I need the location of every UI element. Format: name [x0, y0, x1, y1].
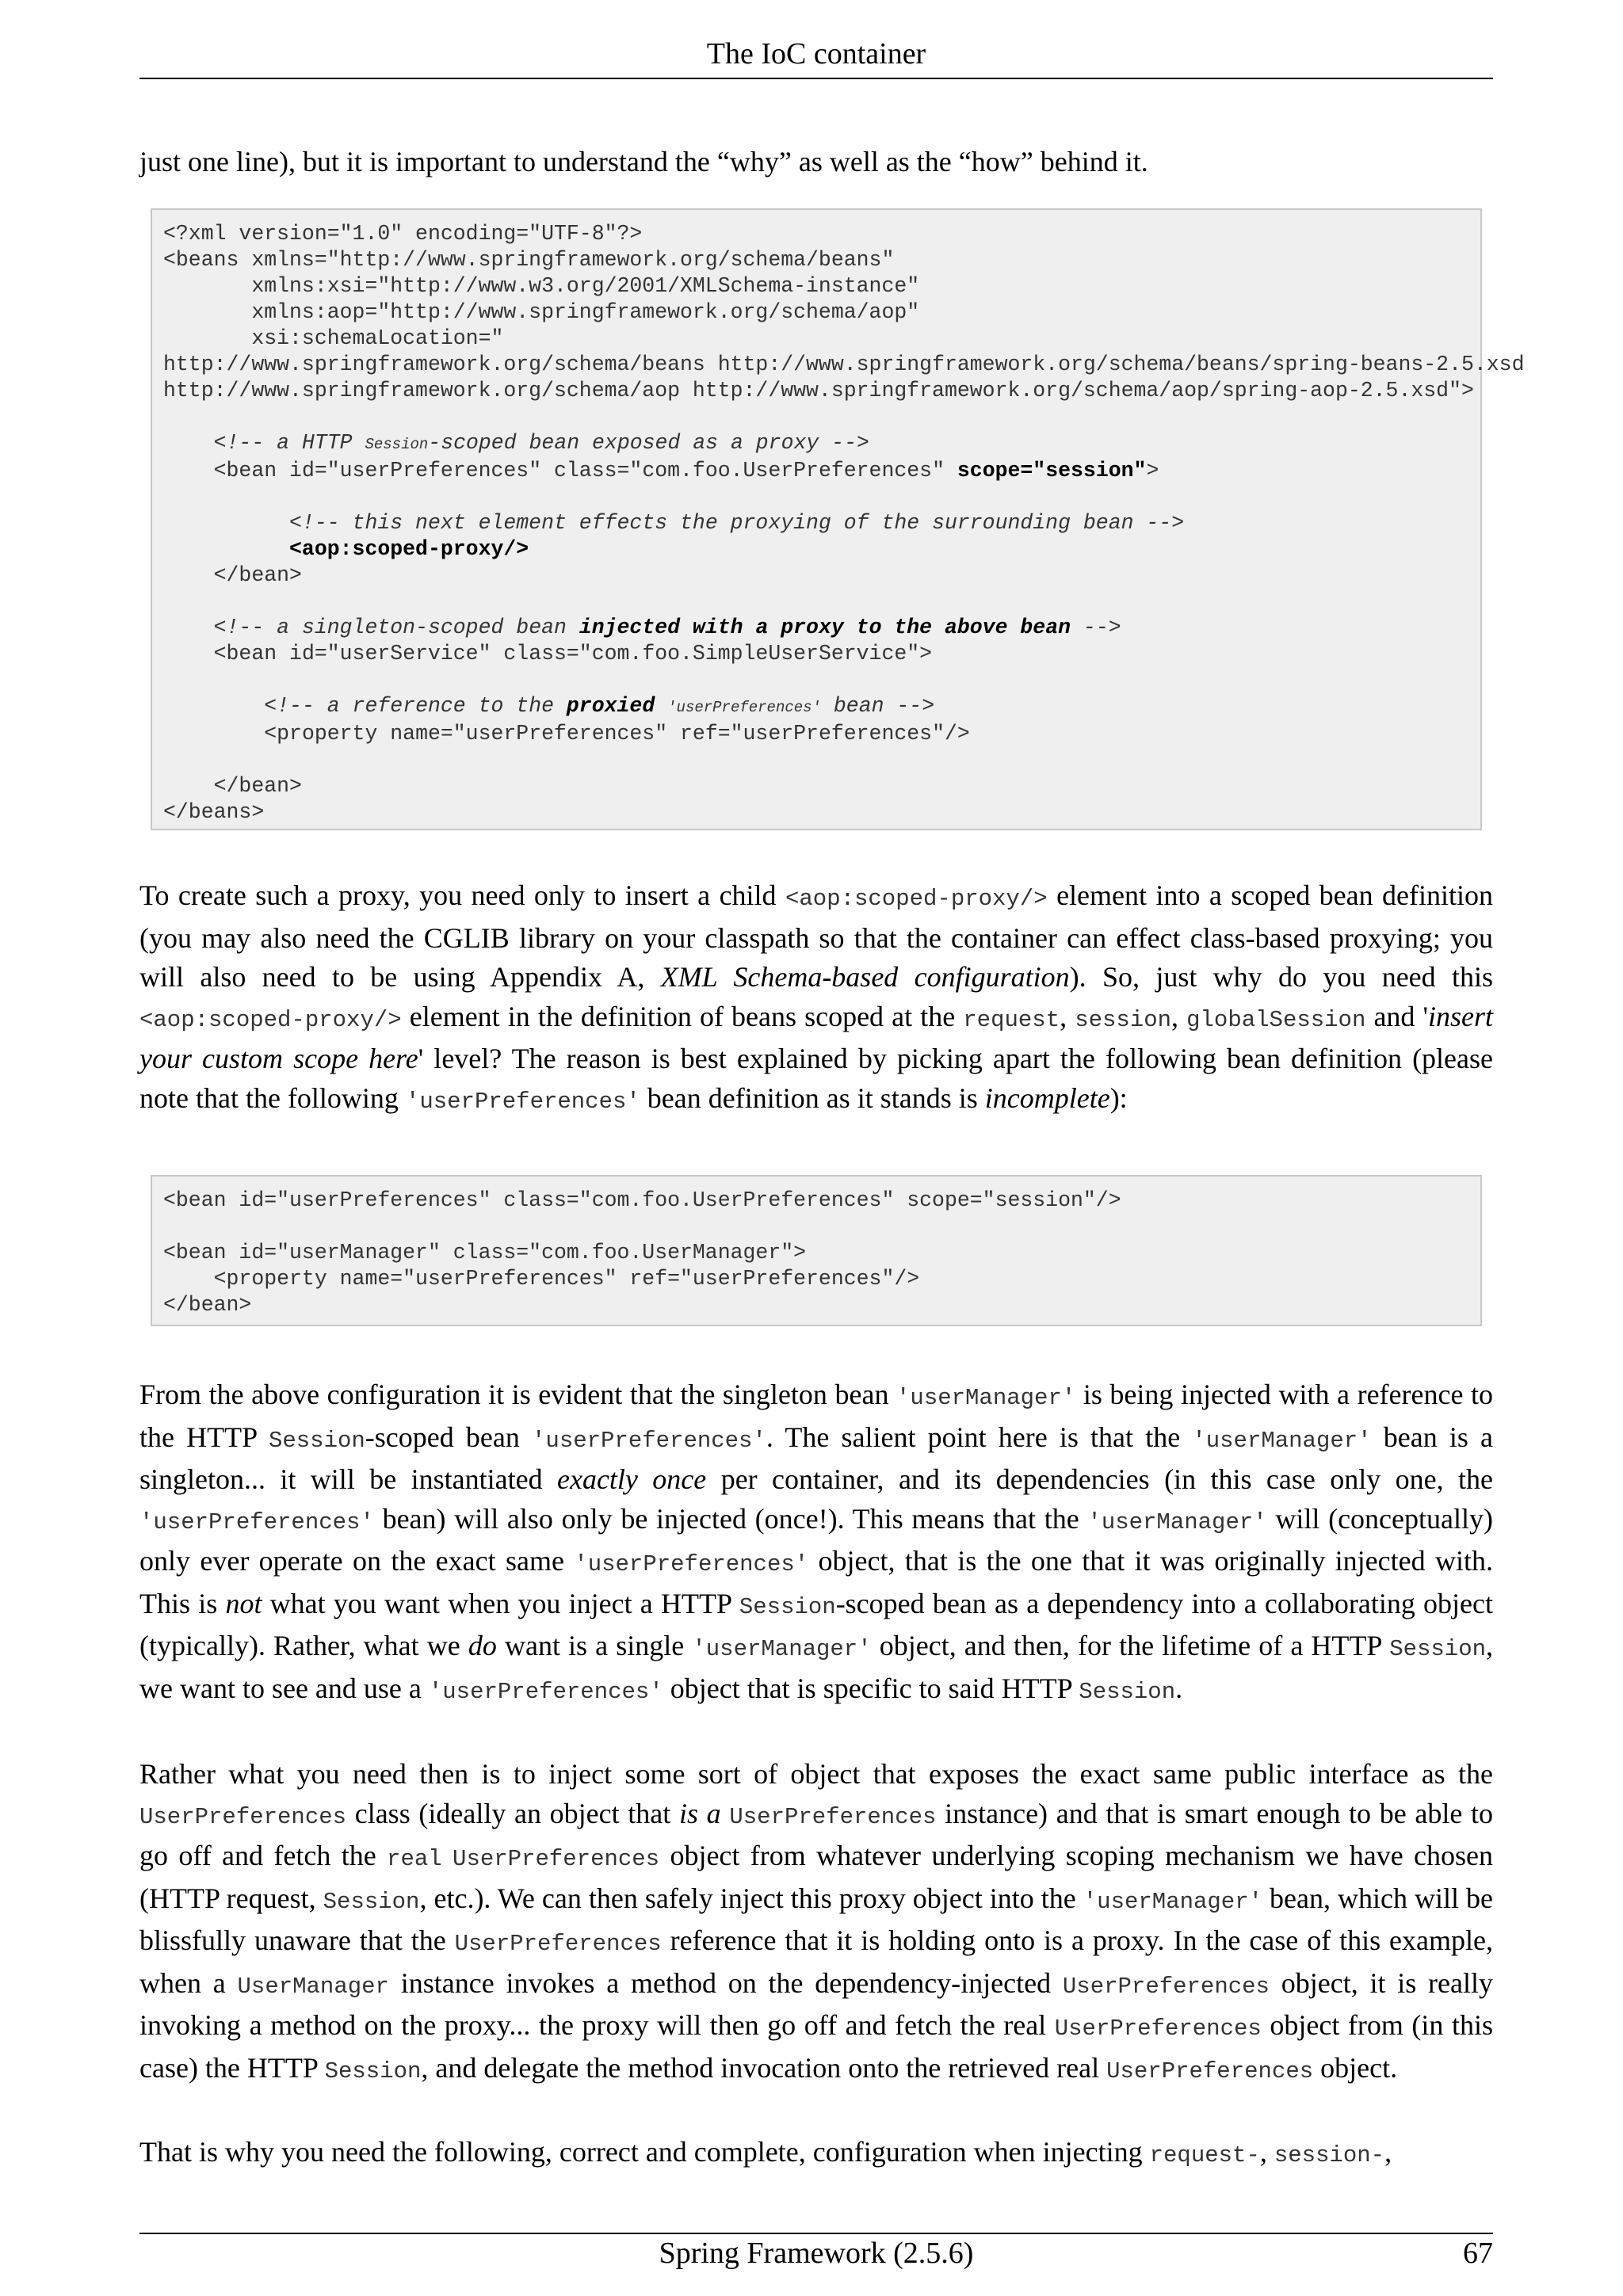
footer-title: Spring Framework (2.5.6) — [659, 2237, 974, 2270]
code-comment — [264, 694, 934, 718]
paragraph-conclusion: That is why you need the following, correct and complete, configuration when injecting request-, session-, — [139, 2136, 1392, 2168]
code-line: <bean id="userManager" class="com.foo.UserManager"> — [163, 1241, 807, 1264]
code-line — [214, 459, 1159, 482]
comment-text: -scoped bean exposed as a proxy --> — [428, 431, 869, 455]
code-block-bean-definition — [151, 1175, 1482, 1326]
comment-bold: proxied — [566, 694, 655, 718]
page-header — [139, 35, 1493, 79]
comment-code: 'userPreferences' — [667, 699, 821, 716]
code-bold: <aop:scoped-proxy/> — [289, 537, 529, 561]
intro-paragraph: just one line), but it is important to understand the “why” as well as the “how” behind it. — [139, 146, 1148, 177]
code-text: <bean id="userPreferences" class="com.foo.UserPreferences" — [213, 459, 957, 482]
code-line: http://www.springframework.org/schema/aop http://www.springframework.org/schema/aop/spring-aop-2.5.xsd"> — [163, 379, 1474, 402]
code-line: <property name="userPreferences" ref="userPreferences"/> — [163, 1267, 920, 1291]
code-comment: <!-- this next element effects the proxying of the surrounding bean --> — [289, 511, 1185, 535]
comment-text: <!-- a reference to the — [264, 694, 567, 718]
comment-bold: injected with a proxy to the above bean — [579, 616, 1071, 639]
code-text: > — [1146, 459, 1159, 482]
comment-text: bean --> — [820, 694, 935, 718]
page-number: 67 — [1463, 2237, 1493, 2270]
footer-rule — [139, 2233, 1493, 2234]
comment-text: <!-- a HTTP — [213, 431, 365, 455]
header-title: The IoC container — [706, 37, 926, 71]
code-bold: scope="session" — [957, 459, 1147, 482]
code-line: </beans> — [163, 800, 265, 824]
code-line: <property name="userPreferences" ref="userPreferences"/> — [264, 722, 970, 746]
code-line: xmlns:xsi="http://www.w3.org/2001/XMLSchema-instance" — [163, 274, 920, 298]
code-line: </bean> — [213, 563, 302, 587]
code-line: http://www.springframework.org/schema/beans http://www.springframework.org/schema/beans/spring-beans-2.5.xsd — [163, 353, 1525, 376]
code-line: </bean> — [213, 774, 302, 798]
paragraph-singleton-explanation: From the above configuration it is evident that the singleton bean 'userManager' is being injected with a reference to the HTTP Session-scoped bean 'userPreferences'. The salient point here is that the 'userManager' bean is a singleton... it will be instantiated exactly once per container, and its dependencies (in this case only one, the 'userPreferences' bean) will also only be injected (once!). This means that the 'userManager' will (conceptually) only ever operate on the exact same 'userPreferences' object, that is the one that it was originally injected with. This is not what you want when you inject a HTTP Session-scoped bean as a dependency into a collaborating object (typically). Rather, what we do want is a single 'userManager' object, and then, for the lifetime of a HTTP Session, we want to see and use a 'userPreferences' object that is specific to said HTTP Session. — [139, 1379, 1494, 1705]
code-listing — [152, 210, 1525, 837]
code-listing — [152, 1177, 1480, 1329]
code-comment — [214, 431, 869, 455]
code-comment — [214, 616, 1121, 639]
code-line: <beans xmlns="http://www.springframework.org/schema/beans" — [163, 248, 895, 272]
comment-text — [655, 694, 667, 718]
paragraph-proxy-explanation: To create such a proxy, you need only to insert a child <aop:scoped-proxy/> element into a scoped bean definition (you may also need the CGLIB library on your classpath so that the container can effect class-based proxying; you will also need to be using Appendix A, XML Schema-based configuration). So, just why do you need this <aop:scoped-proxy/> element in the definition of beans scoped at the request, session, globalSession and 'insert your custom scope here' level? The reason is best explained by picking apart the following bean definition (please note that the following 'userPreferences' bean definition as it stands is incomplete): — [139, 879, 1494, 1115]
comment-code: Session — [365, 436, 429, 453]
paragraph-proxy-interface: Rather what you need then is to inject some sort of object that exposes the exact same public interface as the UserPreferences class (ideally an object that is a UserPreferences instance) and that is smart enough to be able to go off and fetch the real UserPreferences object from whatever underlying scoping mechanism we have chosen (HTTP request, Session, etc.). We can then safely inject this proxy object into the 'userManager' bean, which will be blissfully unaware that the UserPreferences reference that it is holding onto is a proxy. In the case of this example, when a UserManager instance invokes a method on the dependency-injected UserPreferences object, it is really invoking a method on the proxy... the proxy will then go off and fetch the real UserPreferences object from (in this case) the HTTP Session, and delegate the method invocation onto the retrieved real UserPreferences object. — [139, 1758, 1494, 2084]
code-line: xsi:schemaLocation=" — [163, 326, 504, 350]
code-line: </bean> — [163, 1293, 252, 1317]
code-line: <bean id="userService" class="com.foo.SimpleUserService"> — [213, 642, 933, 666]
code-line: xmlns:aop="http://www.springframework.org/schema/aop" — [163, 300, 920, 324]
comment-text: --> — [1071, 616, 1121, 639]
comment-text: <!-- a singleton-scoped bean — [213, 616, 579, 639]
code-line: <bean id="userPreferences" class="com.foo.UserPreferences" scope="session"/> — [163, 1188, 1121, 1212]
code-block-scoped-proxy — [151, 208, 1525, 830]
code-line: <?xml version="1.0" encoding="UTF-8"?> — [163, 222, 643, 246]
